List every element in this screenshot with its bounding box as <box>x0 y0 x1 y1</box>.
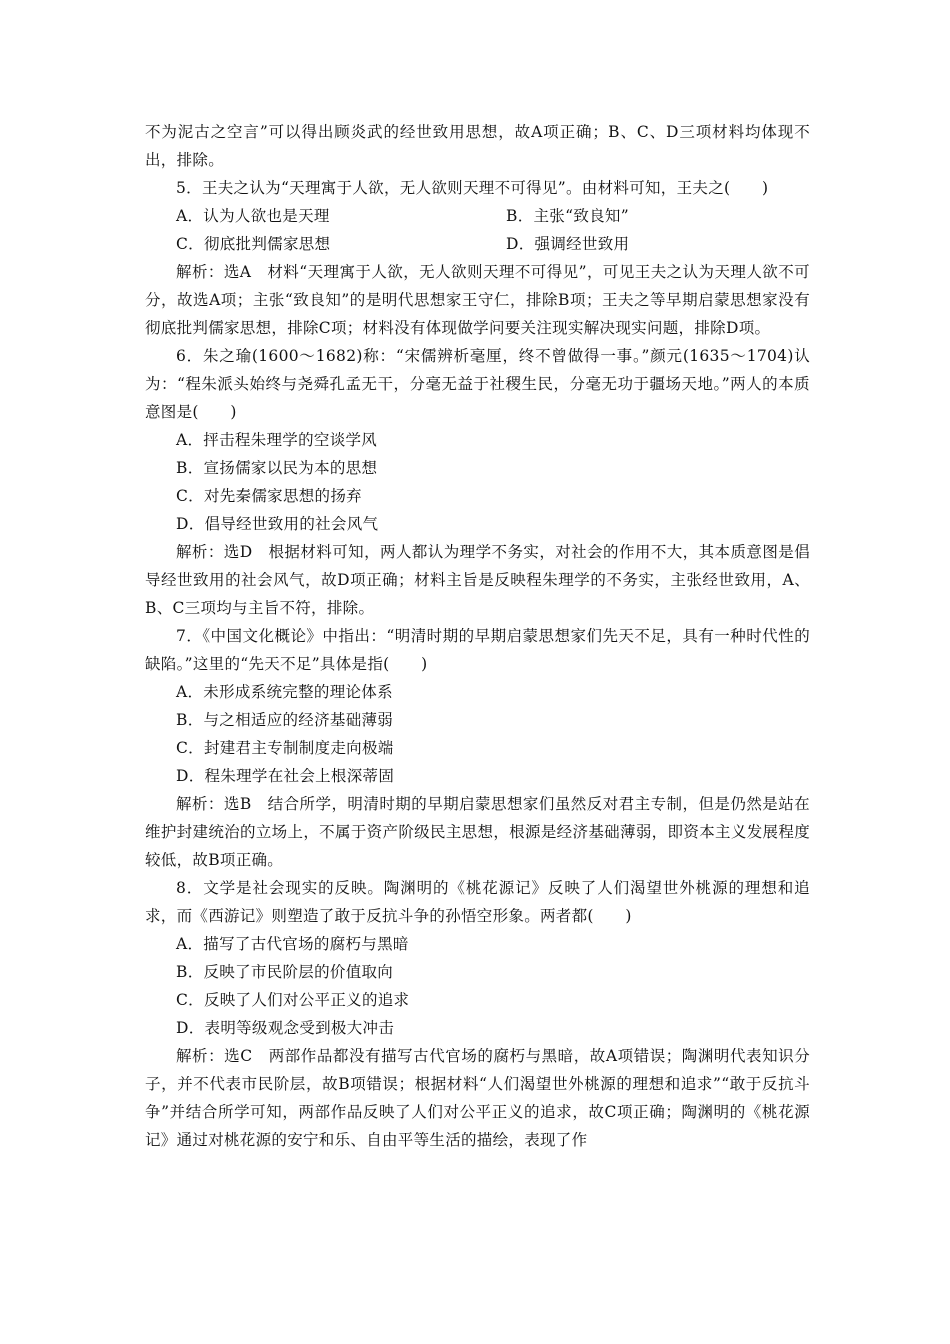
question-7 <box>145 622 810 874</box>
question-analysis: 解析：选C 两部作品都没有描写古代官场的腐朽与黑暗，故A项错误；陶渊明代表知识分子，并不代表市民阶层，故B项错误；根据材料“人们渴望世外桃源的理想和追求”“敢于反抗斗争”并结合所学可知，两部作品反映了人们对公平正义的追求，故C项正确；陶渊明的《桃花源记》通过对桃花源的安宁和乐、自由平等生活的描绘，表现了作 <box>145 1047 810 1149</box>
carry-over-paragraph: 不为泥古之空言”可以得出顾炎武的经世致用思想，故A项正确；B、C、D三项材料均体现不出，排除。 <box>145 123 810 169</box>
option-grid <box>145 202 810 258</box>
question-6 <box>145 342 810 622</box>
question-8 <box>145 874 810 1154</box>
question-analysis: 解析：选D 根据材料可知，两人都认为理学不务实，对社会的作用不大，其本质意图是倡导经世致用的社会风气，故D项正确；材料主旨是反映程朱理学的不务实，主张经世致用，A、B、C三项均与主旨不符，排除。 <box>145 543 810 617</box>
question-5 <box>145 174 810 342</box>
option-b: B．主张“致良知” <box>506 207 629 225</box>
question-stem: 6．朱之瑜(1600～1682)称：“宋儒辨析毫厘，终不曾做得一事。”颜元(1635～1704)认为：“程朱派头始终与尧舜孔孟无干，分毫无益于社稷生民，分毫无功于疆场天地。”两人的本质意图是( ) <box>145 347 810 421</box>
option-a: A．认为人欲也是天理 <box>176 207 330 225</box>
option-c: C．对先秦儒家思想的扬弃 <box>176 487 362 505</box>
option-b: B．与之相适应的经济基础薄弱 <box>176 711 394 729</box>
option-c: C．彻底批判儒家思想 <box>176 235 331 253</box>
option-a: A．抨击程朱理学的空谈学风 <box>176 431 378 449</box>
option-a: A．描写了古代官场的腐朽与黑暗 <box>176 935 409 953</box>
question-analysis: 解析：选A 材料“天理寓于人欲，无人欲则天理不可得见”，可见王夫之认为天理人欲不可分，故选A项；主张“致良知”的是明代思想家王守仁，排除B项；王夫之等早期启蒙思想家没有彻底批判儒家思想，排除C项；材料没有体现做学问要关注现实解决现实问题，排除D项。 <box>145 263 810 337</box>
option-b: B．宣扬儒家以民为本的思想 <box>176 459 378 477</box>
option-d: D．表明等级观念受到极大冲击 <box>176 1019 395 1037</box>
option-a: A．未形成系统完整的理论体系 <box>176 683 393 701</box>
option-b: B．反映了市民阶层的价值取向 <box>176 963 394 981</box>
question-stem: 8．文学是社会现实的反映。陶渊明的《桃花源记》反映了人们渴望世外桃源的理想和追求，而《西游记》则塑造了敢于反抗斗争的孙悟空形象。两者都( ) <box>145 879 810 925</box>
option-c: C．反映了人们对公平正义的追求 <box>176 991 410 1009</box>
option-d: D．强调经世致用 <box>506 235 630 253</box>
document-body <box>145 118 810 1154</box>
option-d: D．倡导经世致用的社会风气 <box>176 515 379 533</box>
question-stem: 7．《中国文化概论》中指出：“明清时期的早期启蒙思想家们先天不足，具有一种时代性的缺陷。”这里的“先天不足”具体是指( ) <box>145 627 810 673</box>
option-c: C．封建君主专制制度走向极端 <box>176 739 394 757</box>
option-d: D．程朱理学在社会上根深蒂固 <box>176 767 395 785</box>
question-stem: 5．王夫之认为“天理寓于人欲，无人欲则天理不可得见”。由材料可知，王夫之( ) <box>176 179 769 197</box>
question-analysis: 解析：选B 结合所学，明清时期的早期启蒙思想家们虽然反对君主专制，但是仍然是站在维护封建统治的立场上，不属于资产阶级民主思想，根源是经济基础薄弱，即资本主义发展程度较低，故B项正确。 <box>145 795 810 869</box>
